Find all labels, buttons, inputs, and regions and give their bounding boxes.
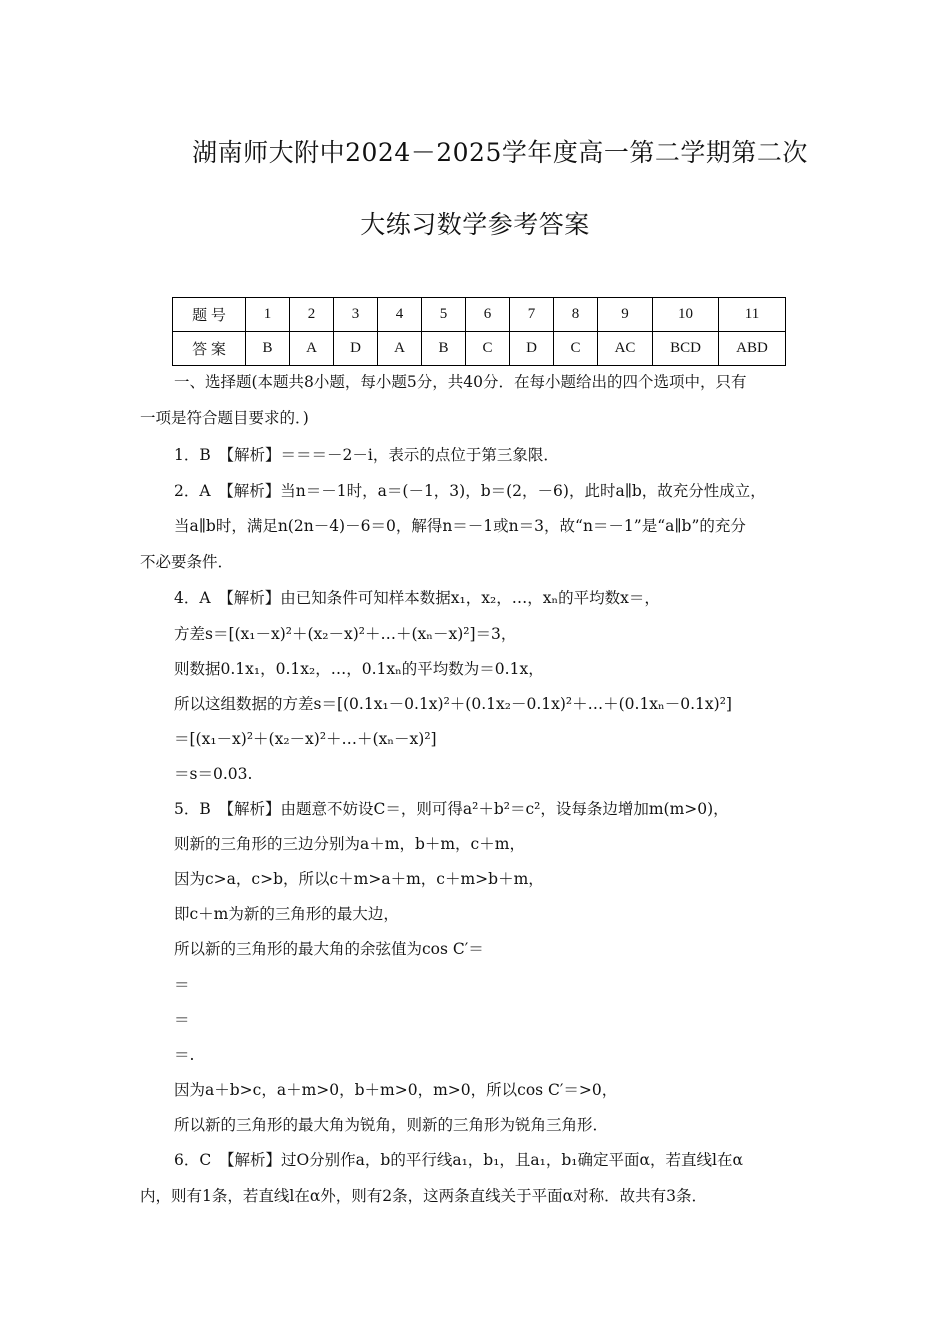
answer-cell: B	[246, 332, 290, 366]
question-number-cell: 6	[466, 298, 510, 332]
answer-table-number-row	[173, 298, 786, 332]
table-header-cell: 题 号	[173, 298, 246, 332]
answer-cell: D	[510, 332, 554, 366]
solution-line: 则数据0.1x₁，0.1x₂，…，0.1xₙ的平均数为＝0.1x，	[174, 660, 544, 678]
solution-line: ＝	[174, 976, 190, 994]
question-number-cell: 3	[334, 298, 378, 332]
question-number-cell: 5	[422, 298, 466, 332]
solution-line: 所以新的三角形的最大角为锐角，则新的三角形为锐角三角形．	[174, 1116, 609, 1134]
question-number-cell: 10	[653, 298, 719, 332]
solution-line: ＝.	[174, 1046, 195, 1064]
question-number-cell: 2	[290, 298, 334, 332]
answer-cell: B	[422, 332, 466, 366]
answer-cell: C	[554, 332, 598, 366]
section-heading-text: 一项是符合题目要求的．)	[140, 409, 309, 427]
solution-line: 4．A 【解析】由已知条件可知样本数据x₁，x₂，…，xₙ的平均数x＝，	[174, 589, 660, 607]
answer-cell: A	[378, 332, 422, 366]
solution-line: 因为c>a，c>b，所以c＋m>a＋m，c＋m>b＋m，	[174, 870, 544, 888]
document-title-line-2: 大练习数学参考答案	[360, 210, 590, 239]
solution-line: 2．A 【解析】当n＝－1时，a＝(－1，3)，b＝(2，－6)，此时a∥b，故充分性成立，	[174, 482, 766, 500]
question-number-cell: 9	[598, 298, 653, 332]
solution-line: 5．B 【解析】由题意不妨设C＝，则可得a²＋b²＝c²，设每条边增加m(m>0)，	[174, 800, 729, 818]
solution-line: 所以新的三角形的最大角的余弦值为cos C′＝	[174, 940, 484, 958]
answer-cell: D	[334, 332, 378, 366]
answer-cell: ABD	[719, 332, 786, 366]
solution-line: 所以这组数据的方差s＝[(0.1x₁－0.1x)²＋(0.1x₂－0.1x)²＋…＋(0.1xₙ－0.1x)²]	[174, 695, 732, 713]
solution-line: ＝s＝0.03.	[174, 765, 253, 783]
solution-line: ＝	[174, 1011, 190, 1029]
answer-cell: BCD	[653, 332, 719, 366]
solution-line: 方差s＝[(x₁－x)²＋(x₂－x)²＋…＋(xₙ－x)²]＝3，	[174, 625, 517, 643]
answer-cell: A	[290, 332, 334, 366]
answer-cell: C	[466, 332, 510, 366]
question-number-cell: 8	[554, 298, 598, 332]
question-number-cell: 11	[719, 298, 786, 332]
solution-line: 内，则有1条，若直线l在α外，则有2条，这两条直线关于平面α对称．故共有3条．	[140, 1187, 707, 1205]
question-number-cell: 4	[378, 298, 422, 332]
section-heading-text: 一、选择题(本题共8小题，每小题5分，共40分．在每小题给出的四个选项中，只有	[174, 373, 747, 391]
solution-line: 1．B 【解析】＝＝＝－2－i，表示的点位于第三象限．	[174, 446, 559, 464]
solution-line: 当a∥b时，满足n(2n－4)－6＝0，解得n＝－1或n＝3，故“n＝－1”是“a∥b”的充分	[174, 517, 746, 535]
answer-cell: AC	[598, 332, 653, 366]
question-number-cell: 1	[246, 298, 290, 332]
solution-line: 6．C 【解析】过O分别作a，b的平行线a₁，b₁，且a₁，b₁确定平面α，若直线l在α	[174, 1151, 743, 1169]
table-header-cell: 答 案	[173, 332, 246, 366]
solution-line: 则新的三角形的三边分别为a＋m，b＋m，c＋m，	[174, 835, 525, 853]
solution-line: 即c＋m为新的三角形的最大边，	[174, 905, 399, 923]
solution-line: ＝[(x₁－x)²＋(x₂－x)²＋…＋(xₙ－x)²]	[174, 730, 437, 748]
solution-line: 不必要条件．	[140, 553, 234, 571]
solution-line: 因为a＋b>c，a＋m>0，b＋m>0，m>0，所以cos C′＝>0，	[174, 1081, 618, 1099]
answer-table-answer-row	[173, 332, 786, 366]
answer-table	[172, 297, 786, 366]
document-title-line-1: 湖南师大附中2024－2025学年度高一第二学期第二次	[192, 138, 808, 167]
question-number-cell: 7	[510, 298, 554, 332]
